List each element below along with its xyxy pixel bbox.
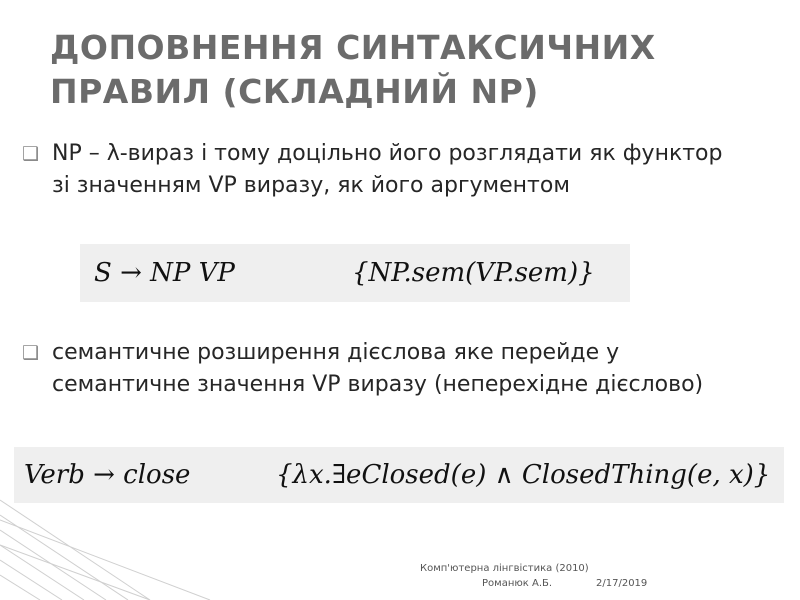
formula-lhs: S → NP VP — [94, 258, 235, 288]
formula-image — [80, 244, 630, 302]
footer-date: 2/17/2019 — [596, 578, 648, 589]
footer-author: Романюк А.Б. — [482, 578, 553, 589]
bullet-marker-icon: ❑ — [22, 143, 40, 165]
slide-title: ДОПОВНЕННЯ СИНТАКСИЧНИХ ПРАВИЛ (СКЛАДНИЙ NP) — [50, 28, 656, 111]
bullet-marker-icon: ❑ — [22, 342, 40, 364]
bullet-item — [22, 337, 742, 401]
formula-rhs: {NP.sem(VP.sem)} — [352, 258, 595, 288]
bullet-text: NP – λ-вираз і тому доцільно його розглядати як функтор зі значенням VP виразу, як його аргументом — [52, 141, 723, 198]
formula-rhs: {λx.∃eClosed(e) ∧ ClosedThing(e, x)} — [276, 460, 771, 490]
formula-lhs: Verb → close — [24, 460, 191, 490]
formula-image — [14, 447, 784, 503]
bullet-item — [22, 138, 742, 202]
bullet-text: семантичне розширення дієслова яке перейде у семантичне значення VP виразу (неперехідне дієслово) — [52, 340, 704, 397]
footer-course: Комп'ютерна лінгвістика (2010) — [420, 563, 589, 574]
